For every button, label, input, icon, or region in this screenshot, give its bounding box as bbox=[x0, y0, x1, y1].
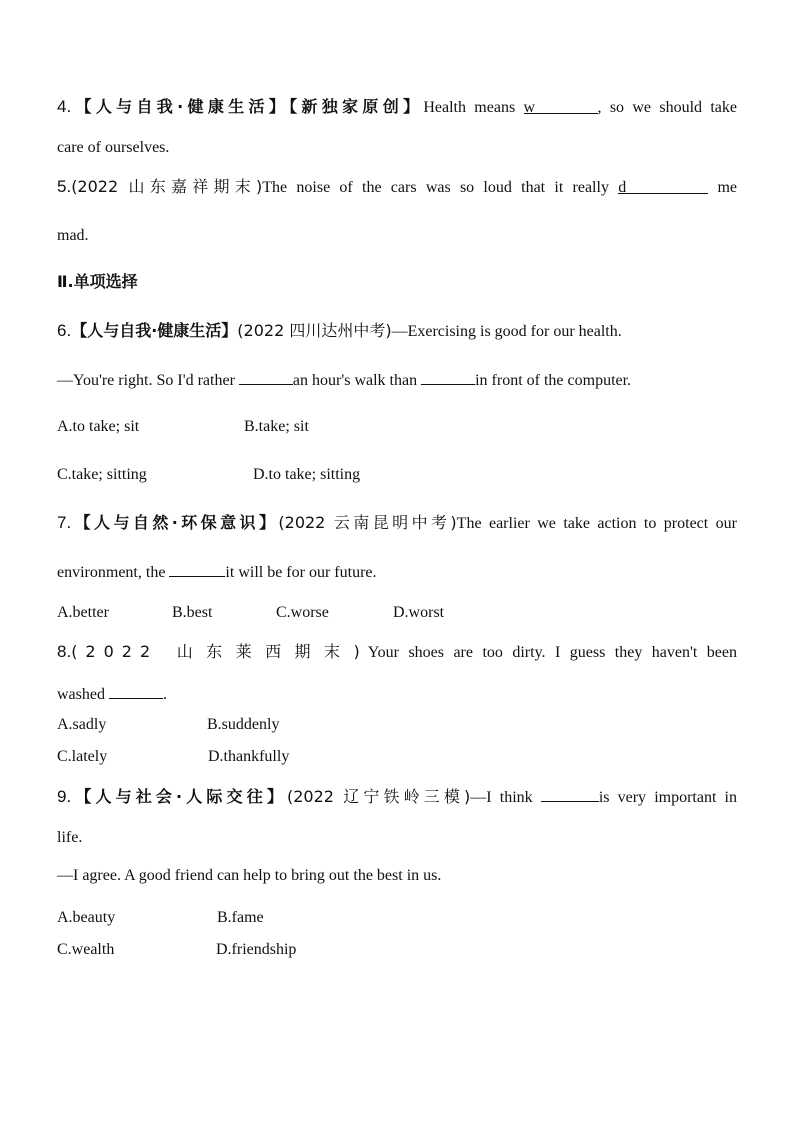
question-7-line-1 bbox=[57, 512, 737, 535]
question-8-number: 8. bbox=[57, 642, 72, 661]
question-8-option-b[interactable]: B.suddenly bbox=[207, 716, 280, 733]
question-5-number: 5. bbox=[57, 177, 72, 196]
question-5-line-2: mad. bbox=[57, 227, 89, 244]
question-4-line-2: care of ourselves. bbox=[57, 139, 170, 156]
question-7-line-2-b: it will be for our future. bbox=[225, 564, 377, 581]
question-9-option-b[interactable]: B.fame bbox=[217, 909, 264, 926]
question-8-option-c[interactable]: C.lately bbox=[57, 748, 108, 765]
question-7-option-c[interactable]: C.worse bbox=[276, 604, 329, 621]
question-9-option-a[interactable]: A.beauty bbox=[57, 909, 116, 926]
question-4-text-a: Health means bbox=[423, 99, 524, 116]
question-4-text-b: , so we should take bbox=[597, 99, 737, 116]
question-6-line-2-a: —You're right. So I'd rather bbox=[57, 372, 239, 389]
question-5-source: (2022 山东嘉祥期末) bbox=[71, 177, 263, 196]
question-9-text-a: —I think bbox=[470, 789, 541, 806]
question-7-source: (2022 云南昆明中考) bbox=[278, 513, 457, 532]
question-6-blank-2 bbox=[421, 368, 475, 385]
question-6-line-2-b: an hour's walk than bbox=[292, 372, 422, 389]
question-5-blank-letter: d bbox=[618, 179, 627, 196]
question-9-blank bbox=[541, 785, 599, 802]
question-6-tag: 【人与自我·健康生活】 bbox=[71, 321, 238, 340]
question-8-option-d[interactable]: D.thankfully bbox=[208, 748, 290, 765]
question-7-tag: 【人与自然·环保意识】 bbox=[71, 513, 279, 532]
question-6-number: 6. bbox=[57, 321, 72, 340]
question-7-line-2 bbox=[57, 560, 737, 584]
question-4-blank-letter: w bbox=[523, 99, 536, 116]
question-8-text-a: Your shoes are too dirty. I guess they haven't been bbox=[367, 644, 737, 661]
question-8-line-2-b: . bbox=[162, 686, 167, 703]
question-9-line-3: —I agree. A good friend can help to bring out the best in us. bbox=[57, 867, 442, 884]
question-6-option-b[interactable]: B.take; sit bbox=[244, 418, 309, 435]
question-6-option-c[interactable]: C.take; sitting bbox=[57, 466, 147, 483]
question-9-number: 9. bbox=[57, 787, 72, 806]
question-6-option-a[interactable]: A.to take; sit bbox=[57, 418, 140, 435]
question-5-text-b: me bbox=[708, 179, 738, 196]
question-9-source: (2022 辽宁铁岭三模) bbox=[287, 787, 471, 806]
question-6-source: (2022 四川达州中考) bbox=[237, 321, 392, 340]
question-9-tag: 【人与社会·人际交往】 bbox=[71, 787, 287, 806]
question-6-line-1 bbox=[57, 320, 737, 343]
question-6-line-2 bbox=[57, 368, 737, 392]
question-8-line-2 bbox=[57, 682, 737, 706]
question-9-line-2: life. bbox=[57, 829, 83, 846]
question-8-line-2-a: washed bbox=[57, 686, 109, 703]
question-7-option-a[interactable]: A.better bbox=[57, 604, 109, 621]
question-5-line-1 bbox=[57, 176, 737, 199]
question-6-blank-1 bbox=[239, 368, 293, 385]
question-9-option-d[interactable]: D.friendship bbox=[216, 941, 297, 958]
question-7-line-2-a: environment, the bbox=[57, 564, 170, 581]
question-5-blank bbox=[618, 177, 708, 194]
question-6-option-d[interactable]: D.to take; sitting bbox=[253, 466, 361, 483]
question-6-text-a: —Exercising is good for our health. bbox=[391, 323, 622, 340]
question-4-blank bbox=[524, 97, 598, 114]
question-4-tag-1: 【人与自我·健康生活】 bbox=[71, 97, 290, 116]
question-9-line-1 bbox=[57, 785, 737, 809]
question-8-line-1 bbox=[57, 641, 737, 664]
question-7-number: 7. bbox=[57, 513, 72, 532]
question-7-blank bbox=[169, 560, 225, 577]
section-heading: Ⅱ.单项选择 bbox=[57, 272, 138, 291]
question-8-option-a[interactable]: A.sadly bbox=[57, 716, 107, 733]
question-9-option-c[interactable]: C.wealth bbox=[57, 941, 115, 958]
question-8-source: (2022 山东莱西期末) bbox=[71, 642, 368, 661]
question-4-number: 4. bbox=[57, 97, 72, 116]
question-4-line-1 bbox=[57, 96, 737, 119]
question-7-option-d[interactable]: D.worst bbox=[393, 604, 445, 621]
question-7-option-b[interactable]: B.best bbox=[172, 604, 213, 621]
question-9-text-b: is very important in bbox=[598, 789, 738, 806]
question-8-blank bbox=[109, 682, 163, 699]
question-5-text-a: The noise of the cars was so loud that it really bbox=[262, 179, 619, 196]
question-6-line-2-c: in front of the computer. bbox=[475, 372, 632, 389]
question-4-tag-2: 【新独家原创】 bbox=[289, 97, 424, 116]
question-7-text-a: The earlier we take action to protect our bbox=[456, 515, 737, 532]
